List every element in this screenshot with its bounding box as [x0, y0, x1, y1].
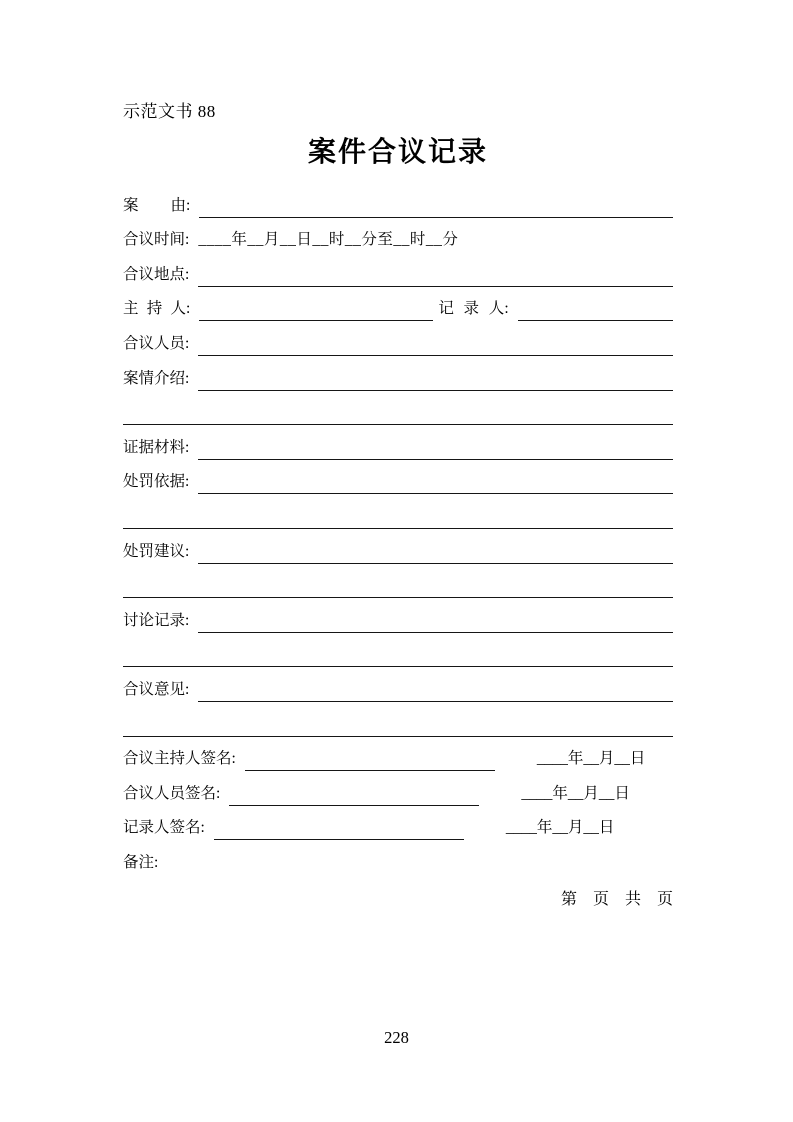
field-row-deliberation-members — [123, 321, 673, 356]
colon: : — [231, 750, 236, 768]
field-label: 合议地点 — [123, 265, 186, 283]
colon: : — [185, 334, 190, 352]
field-label: 合议人员 — [123, 334, 186, 352]
doc-number: 示范文书 88 — [123, 102, 216, 121]
blank-line — [198, 632, 673, 633]
field-row-deliberation-opinion — [123, 667, 673, 702]
page-number: 228 — [384, 1028, 409, 1047]
colon: : — [216, 784, 221, 802]
field-label: 合议意见 — [123, 680, 186, 698]
date-placeholder: ____年__月__日 — [505, 819, 615, 837]
field-row-host-recorder — [123, 287, 673, 322]
blank-line — [199, 217, 673, 218]
signature-line — [214, 839, 464, 840]
blank-line — [123, 736, 673, 737]
deliberation-form — [123, 183, 673, 909]
blank-line — [198, 563, 673, 564]
colon: : — [185, 542, 190, 560]
field-row-discussion-record — [123, 598, 673, 633]
field-row-penalty-basis — [123, 460, 673, 495]
colon: : — [185, 611, 190, 629]
signature-label: 记录人签名 — [123, 819, 201, 837]
signature-line — [229, 805, 479, 806]
blank-line — [198, 459, 673, 460]
blank-line — [199, 320, 433, 321]
field-row-deliberation-time — [123, 218, 673, 253]
colon: : — [504, 300, 509, 318]
field-label: 合议时间 — [123, 231, 186, 249]
field-label-host: 主持人 — [123, 300, 186, 318]
colon: : — [185, 265, 190, 283]
field-label: 案情介绍 — [123, 369, 186, 387]
field-row-case-cause — [123, 183, 673, 218]
blank-line — [123, 666, 673, 667]
signature-row-host — [123, 737, 673, 772]
field-row-evidence-materials — [123, 425, 673, 460]
field-label: 证据材料 — [123, 438, 186, 456]
field-label: 案由 — [123, 196, 186, 214]
blank-line — [123, 424, 673, 425]
blank-line — [198, 390, 673, 391]
colon: : — [200, 819, 205, 837]
field-row-penalty-suggestion — [123, 529, 673, 564]
blank-line — [123, 597, 673, 598]
continuation-line-row — [123, 494, 673, 529]
date-time-placeholder: ____年__月__日__时__分至__时__分 — [198, 231, 459, 249]
colon: : — [185, 680, 190, 698]
page-title: 案件合议记录 — [307, 137, 488, 168]
colon: : — [186, 196, 191, 214]
blank-line — [518, 320, 673, 321]
colon: : — [154, 853, 159, 871]
continuation-line-row — [123, 391, 673, 426]
continuation-line-row — [123, 633, 673, 668]
signature-row-members — [123, 771, 673, 806]
continuation-line-row — [123, 702, 673, 737]
field-label: 处罚建议 — [123, 542, 186, 560]
signature-row-recorder — [123, 806, 673, 841]
field-label: 备注 — [123, 853, 155, 871]
field-row-deliberation-place — [123, 252, 673, 287]
field-row-case-introduction — [123, 356, 673, 391]
blank-line — [198, 493, 673, 494]
field-label: 处罚依据 — [123, 473, 186, 491]
field-label-recorder: 记录人 — [438, 300, 505, 318]
page-indicator: 第 页 共 页 — [560, 891, 673, 909]
colon: : — [185, 438, 190, 456]
date-placeholder: ____年__月__日 — [536, 750, 646, 768]
blank-line — [123, 528, 673, 529]
page-indicator-row — [123, 875, 673, 910]
field-label: 讨论记录 — [123, 611, 186, 629]
blank-line — [198, 355, 673, 356]
colon: : — [185, 369, 190, 387]
field-row-remarks — [123, 840, 673, 875]
continuation-line-row — [123, 564, 673, 599]
signature-line — [245, 770, 495, 771]
blank-line — [198, 701, 673, 702]
signature-label: 合议人员签名 — [123, 784, 217, 802]
blank-line — [198, 286, 673, 287]
colon: : — [185, 473, 190, 491]
colon: : — [185, 231, 190, 249]
signature-label: 合议主持人签名 — [123, 750, 232, 768]
colon: : — [186, 300, 191, 318]
form-page — [123, 0, 673, 1122]
date-placeholder: ____年__月__日 — [521, 784, 630, 802]
